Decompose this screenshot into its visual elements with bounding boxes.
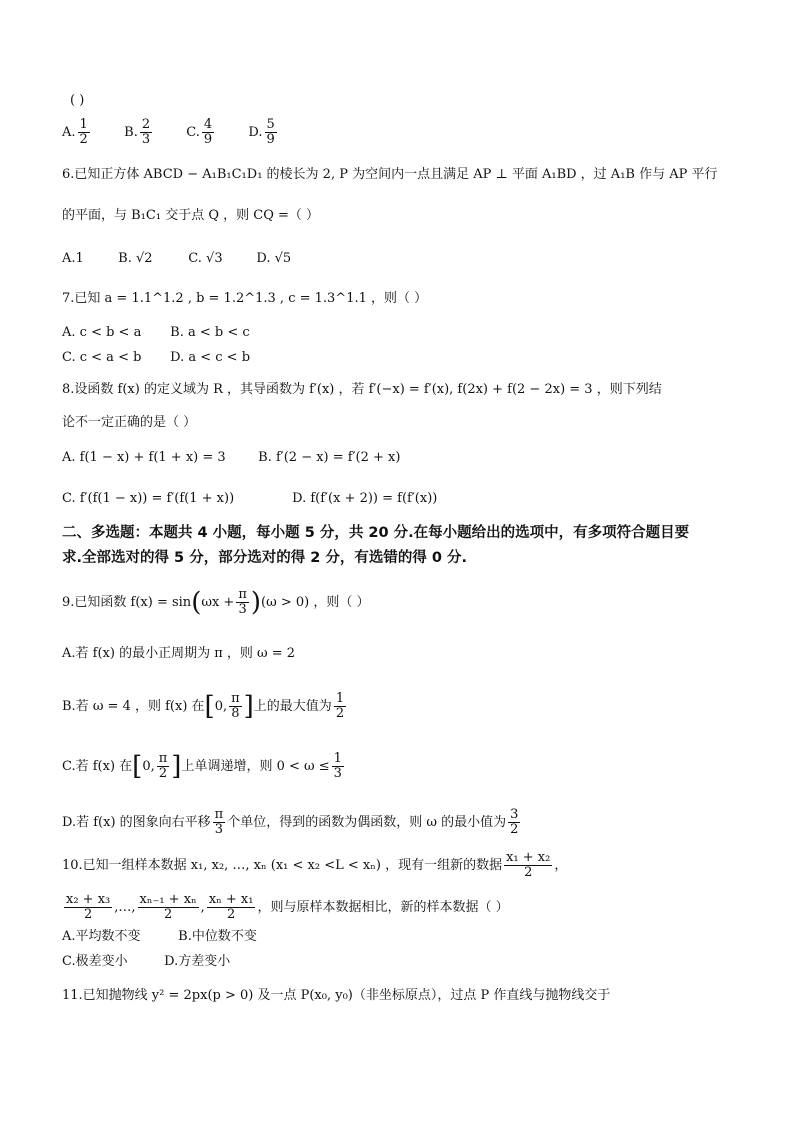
q6-option-c: C. √3 [188, 251, 223, 266]
q6-stem-line2: 的平面，与 B₁C₁ 交于点 Q ，则 CQ =（ ） [62, 208, 320, 223]
q6-option-b: B. √2 [118, 251, 153, 266]
q8-options-row1 [62, 449, 400, 467]
q6-option-a: A.1 [62, 251, 84, 266]
q8-options-row2 [62, 490, 437, 508]
q5-option-d: D. $\frac{5}{9}$ [248, 117, 275, 147]
q6-option-d: D. √5 [256, 251, 292, 266]
q8-option-a: A. f(1 − x) + f(1 + x) = 3 [62, 450, 226, 465]
q7-option-a: A. c < b < a [62, 325, 142, 340]
q10-options-row1 [62, 928, 257, 946]
q8-option-c: C. f′(f(1 − x)) = f′(f(1 + x)) [62, 491, 235, 506]
q5-options [62, 118, 306, 147]
q7-option-c: C. c < a < b [62, 350, 142, 365]
q7-options-row2 [62, 349, 250, 367]
q10-option-c: C.极差变小 [62, 954, 128, 969]
q7-option-b: B. a < b < c [170, 325, 250, 340]
q9-stem: 9.已知函数 f(x) = sin(ωx + $\frac{\pi}{3}$ )(ω > 0) ，则（ ） [62, 587, 370, 618]
q10-option-a: A.平均数不变 [62, 929, 141, 944]
q10-stem-line2: $\frac{\text{x₂ + x₃}}{2}$ ,…, $\frac{\text{xₙ₋₁ + xₙ}}{2}$ , $\frac{\text{xₙ + x₁}}{2}$ ，则与原样本数据相比，新的样本数据（ ） [66, 892, 509, 922]
q10-option-b: B.中位数不变 [178, 929, 257, 944]
q7-option-d: D. a < c < b [170, 350, 251, 365]
q10-options-row2 [62, 953, 230, 971]
q8-stem-line1: 8.设函数 f(x) 的定义域为 R ，其导函数为 f′(x) ，若 f′(−x) = f′(x), f(2x) + f(2 − 2x) = 3 ，则下列结 [62, 382, 662, 397]
q8-option-d: D. f(f′(x + 2)) = f(f′(x)) [292, 491, 438, 506]
q5-answer-paren: ( ) [70, 93, 85, 108]
q8-stem-line2: 论不一定正确的是（ ） [62, 415, 197, 430]
q5-option-b: B. $\frac{2}{3}$ [124, 117, 151, 147]
q8-option-b: B. f′(2 − x) = f′(2 + x) [258, 450, 401, 465]
q9-option-b: B.若 ω = 4 ，则 f(x) 在[0, $\frac{\pi}{8}$ ]上的最大值为 $\frac{1}{2}$ [62, 691, 345, 722]
q9-option-a: A.若 f(x) 的最小正周期为 π ，则 ω = 2 [62, 646, 296, 661]
q7-stem: 7.已知 a = 1.1^1.2 , b = 1.2^1.3 , c = 1.3^1.1 ，则（ ） [62, 291, 428, 306]
q10-stem-line1: 10.已知一组样本数据 x₁, x₂, …, xₙ (x₁ < x₂ <L < xₙ) ，现有一组新的数据 $\frac{\text{x₁ + x₂}}{2}$ ， [62, 850, 568, 880]
section2-heading-line2: 求.全部选对的得 5 分，部分选对的得 2 分，有选错的得 0 分. [62, 550, 468, 566]
q9-option-d: D.若 f(x) 的图象向右平移 $\frac{\pi}{3}$ 个单位，得到的函数为偶函数，则 ω 的最小值为 $\frac{3}{2}$ [62, 807, 519, 837]
q10-option-d: D.方差变小 [164, 954, 231, 969]
q5-option-a: A. $\frac{1}{2}$ [62, 117, 88, 147]
q5-option-c: C. $\frac{4}{9}$ [186, 117, 213, 147]
q6-options [62, 250, 320, 268]
q9-option-c: C.若 f(x) 在[0, $\frac{\pi}{2}$ ]上单调递增，则 0 < ω ≤ $\frac{1}{3}$ [62, 751, 342, 782]
q7-options-row1 [62, 324, 250, 342]
q11-stem-line1: 11.已知抛物线 y² = 2px(p > 0) 及一点 P(x₀, y₀)（非坐标原点），过点 P 作直线与抛物线交于 [62, 988, 611, 1003]
q6-stem-line1: 6.已知正方体 ABCD − A₁B₁C₁D₁ 的棱长为 2, P 为空间内一点且满足 AP ⊥ 平面 A₁BD ，过 A₁B 作与 AP 平行 [62, 167, 718, 182]
section2-heading-line1: 二、多选题：本题共 4 小题，每小题 5 分，共 20 分.在每小题给出的选项中，有多项符合题目要 [62, 525, 690, 541]
